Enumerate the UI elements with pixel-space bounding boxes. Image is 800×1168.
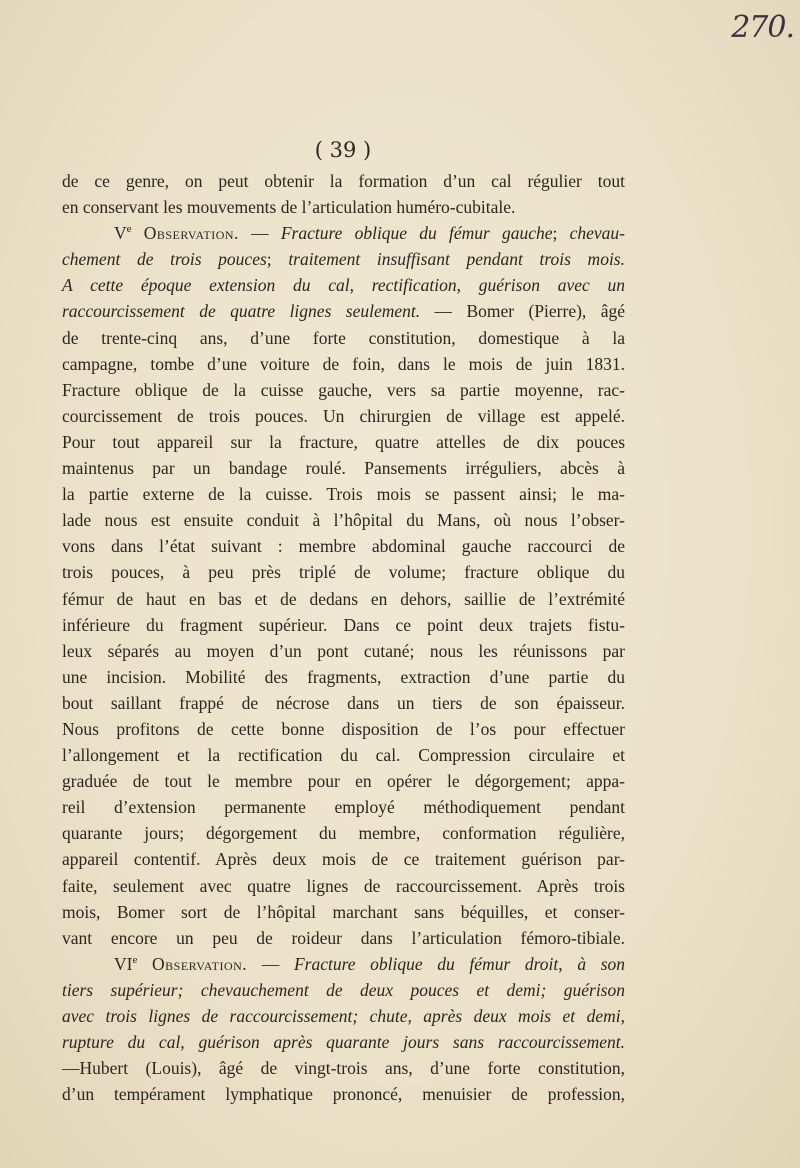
text-line: quarante jours; dégorgement du membre, conformation régulière, xyxy=(62,823,625,844)
text-line: —Hubert (Louis), âgé de vingt-trois ans, d’une forte constitution, xyxy=(62,1058,625,1079)
text-line: appareil contentif. Après deux mois de ce traitement guérison par- xyxy=(62,849,625,870)
text-line: vant encore un peu de roideur dans l’articulation fémoro-tibiale. xyxy=(62,927,625,948)
page-number: ( 39 ) xyxy=(314,138,372,162)
text-line: vons dans l’état suivant : membre abdominal gauche raccourci de xyxy=(62,536,625,557)
text-line: graduée de tout le membre pour en opérer le dégorgement; appa- xyxy=(62,771,625,792)
text-line: raccourcissement de quatre lignes seulement. — Bomer (Pierre), âgé xyxy=(62,301,626,322)
text-line: trois pouces, à peu près triplé de volume; fracture oblique du xyxy=(62,562,625,583)
text-line: fémur de haut en bas et de dedans en dehors, saillie de l’extrémité xyxy=(62,588,625,609)
text-line: d’un tempérament lymphatique prononcé, menuisier de profession, xyxy=(62,1084,625,1105)
text-line: maintenus par un bandage roulé. Pansements irréguliers, abcès à xyxy=(62,458,625,479)
text-line: reil d’extension permanente employé méthodiquement pendant xyxy=(62,797,625,818)
text-line: l’allongement et la rectification du cal. Compression circulaire et xyxy=(62,745,625,766)
text-line: leux séparés au moyen d’un pont cutané; nous les réunissons par xyxy=(62,640,625,661)
text-line: bout saillant frappé de nécrose dans un tiers de son épaisseur. xyxy=(62,692,625,713)
text-line: Pour tout appareil sur la fracture, quatre attelles de dix pouces xyxy=(62,431,625,452)
text-line: courcissement de trois pouces. Un chirurgien de village est appelé. xyxy=(62,405,625,426)
folio-handwritten-number: 270. xyxy=(731,10,794,45)
text-line: Ve Observation. — Fracture oblique du fémur gauche; chevau- xyxy=(114,223,625,244)
text-line: de ce genre, on peut obtenir la formation d’un cal régulier tout xyxy=(62,171,625,191)
text-line: tiers supérieur; chevauchement de deux pouces et demi; guérison xyxy=(62,979,625,1000)
text-line: rupture du cal, guérison après quarante jours sans raccourcissement. xyxy=(62,1032,625,1053)
text-line: Fracture oblique de la cuisse gauche, vers sa partie moyenne, rac- xyxy=(62,379,625,400)
text-line: Nous profitons de cette bonne disposition de l’os pour effectuer xyxy=(62,718,625,739)
text-line: lade nous est ensuite conduit à l’hôpital du Mans, où nous l’obser- xyxy=(62,510,625,531)
text-line: une incision. Mobilité des fragments, extraction d’une partie du xyxy=(62,666,625,687)
text-line: avec trois lignes de raccourcissement; chute, après deux mois et demi, xyxy=(62,1006,625,1026)
text-line: A cette époque extension du cal, rectification, guérison avec un xyxy=(62,275,626,296)
text-line: la partie externe de la cuisse. Trois mois se passent ainsi; le ma- xyxy=(62,484,625,505)
text-line: de trente-cinq ans, d’une forte constitution, domestique à la xyxy=(62,327,625,348)
text-line: chement de trois pouces; traitement insuffisant pendant trois mois. xyxy=(62,249,625,270)
text-line: faite, seulement avec quatre lignes de raccourcissement. Après trois xyxy=(62,875,625,896)
body-text xyxy=(62,168,625,1107)
text-line: VIe Observation. — Fracture oblique du fémur droit, à son xyxy=(114,953,626,974)
text-line: campagne, tombe d’une voiture de foin, dans le mois de juin 1831. xyxy=(62,353,625,374)
text-line: inférieure du fragment supérieur. Dans ce point deux trajets fistu- xyxy=(62,614,625,635)
text-line: en conservant les mouvements de l’articulation huméro-cubitale. xyxy=(62,197,516,218)
text-line: mois, Bomer sort de l’hôpital marchant sans béquilles, et conser- xyxy=(62,901,625,922)
